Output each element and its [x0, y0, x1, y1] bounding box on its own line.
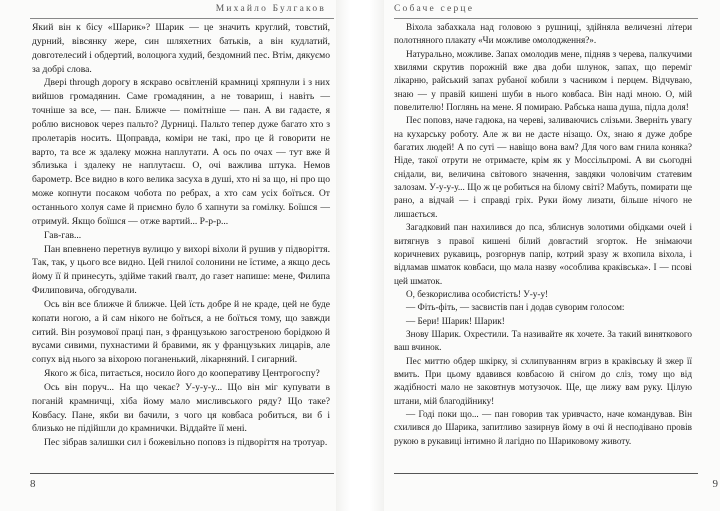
page-number: 9	[712, 478, 718, 490]
running-head-title: Собаче серце	[394, 4, 475, 14]
footer-rule	[394, 473, 698, 474]
paragraph: Ось він все ближче й ближче. Цей їсть добре й не краде, цей не буде копати ногою, а й сам нікого не боїться, а не боїться тому, що завжди ситий. Він розумової праці пан, з французькою загостреною борідкою й вусами сивими, пухнастими й бравими, як у французьких лицарів, але сопух від нього за віхорою поганенький, лікарняний. І сигарний.	[32, 298, 330, 366]
running-head-author: Михайло Булгаков	[215, 4, 326, 14]
paragraph: О, безкорислива особистість! У-у-у!	[406, 288, 549, 299]
right-page-text	[394, 21, 692, 448]
paragraph: Гав-гав...	[44, 229, 82, 241]
left-page	[0, 0, 336, 511]
footer-rule	[30, 473, 334, 474]
paragraph: — Фіть-фіть, — засвистів пан і додав суворим голосом:	[406, 302, 625, 313]
header-rule	[30, 18, 334, 19]
header-rule	[394, 18, 698, 19]
paragraph: Знову Шарик. Охрестили. Та називайте як хочете. За такий виняткового ваш вчинок.	[394, 328, 692, 353]
paragraph: Пес поповз, наче гадюка, на череві, заливаючись слізьми. Зверніть увагу на кухарську роботу. Але ж ви не дасте нізащо. Ох, знаю я дуже добре багатих людей! А по суті — навіщо вона вам? Для чого вам гнила коняка? Ніде, такої отрути не отримаєте, крім як у Моссільпромі. А ви сьогодні снідали, ви, величина світового значення, завдяки чоловічим статевим залозам. У-у-у-у... Що ж це робиться на білому світі? Мабуть, помирати ще рано, а відчай — і справді гріх. Руки йому лизати, більше нічого не лишається.	[394, 115, 692, 219]
book-gutter	[336, 0, 384, 511]
paragraph: Пес зібрав залишки сил і божевільно поповз із підворіття на тротуар.	[44, 437, 328, 449]
paragraph: — Годі поки що... — пан говорив так уривчасто, наче командував. Він схилився до Шарика, запитливо зазирнув йому в очі й несподівано провів рукою в рукавиці інтимно й лагідно по Шариковому животу.	[394, 408, 692, 446]
paragraph: Віхола забахкала над головою з рушниці, здійняла величезні літери полотняного плакату «Чи можливе омолодження?».	[394, 22, 692, 46]
paragraph: Який він к бісу «Шарик»? Шарик — це значить круглий, товстий, дурний, вівсянку жере, син шляхетних батьків, а він кудлатий, довготелесий і обдертий, волоцюга худий, бездомний пес. Втім, дякуємо за добрі слова.	[32, 22, 330, 75]
page-number: 8	[30, 478, 36, 490]
paragraph: Якого ж біса, питається, носило його до кооперативу Центрогоспу?	[44, 368, 320, 380]
paragraph: Ось він поруч... На що чекає? У-у-у-у... Що він міг купувати в поганій крамничці, хіба йому мало мисливського ряду? Що таке? Ковбасу. Пане, якби ви бачили, з чого ця ковбаса робиться, ви б і близько не підійшли до крамнички. Віддайте її мені.	[32, 381, 330, 435]
left-page-text	[32, 21, 330, 450]
paragraph: Двері through дорогу в яскраво освітленій крамниці хряпнули і з них вийшов громадянин. Саме громадянин, а не товариш, і навіть — точніше за все, — пан. Ближче — помітніше — пан. А ви гадаєте, я роблю висновок через пальто? Дурниці. Пальто тепер дуже багато хто з пролетарів носить. Щоправда, коміри не такі, про це й говорити не варто, та все ж здалеку можна наплутати. А ось по очах — тут вже й зблизька і здалеку не наплутаєш. О, очі важлива штука. Немов барометр. Все видно в кого велика засуха в душі, хто ні за що, ні про що може копнути посаком чобота по ребрах, а хто сам усіх боїться. От останнього холуя саме й приємно було б хапнути за гомілку. Боїшся — отримуй. Якщо боїшся — отже вартий... Р-р-р...	[32, 77, 330, 227]
paragraph: — Бери! Шарик! Шарик!	[406, 315, 505, 326]
paragraph: Загадковий пан нахилився до пса, зблиснув золотими обідками очей і витягнув з правої кишені білий довгастий згорток. Не знімаючи коричневих рукавиць, розгорнув папір, котрий зразу ж вхопила віхола, і відламав шматок ковбаси, що мала назву «особлива краківська». І — псові цей шматок.	[394, 222, 692, 286]
paragraph: Натурально, можливе. Запах омолодив мене, підняв з черева, палкучими хвилями скрутив порожній вже два доби шлунок, запах, що переміг лікарню, райський запах рубаної кобили з часником і перцем. Відчуваю, знаю — у правій кишені шуби в нього ковбаса. Він наді мною. О, мій повелителю! Поглянь на мене. Я помираю. Рабська наша душа, підла доля!	[394, 48, 692, 113]
right-page	[384, 0, 720, 511]
paragraph: Пес миттю обдер шкірку, зі схлипуванням вгриз в краківську й зжер її вмить. При цьому вдавився ковбасою й снігом до сліз, тому що від жадібності мало не заковтнув мотузочок. Ще, ще лижу вам руку. Цілую штани, мій благодійнику!	[394, 355, 692, 406]
paragraph: Пан впевнено перетнув вулицю у вихорі віхоли й рушив у підворіття. Так, так, у цього все видно. Цей гнилої солонини не їстиме, а якщо десь йому її й принесуть, здійме такий ґвалт, до газет напише: мене, Филипа Филиповича, обгодували.	[32, 243, 330, 297]
